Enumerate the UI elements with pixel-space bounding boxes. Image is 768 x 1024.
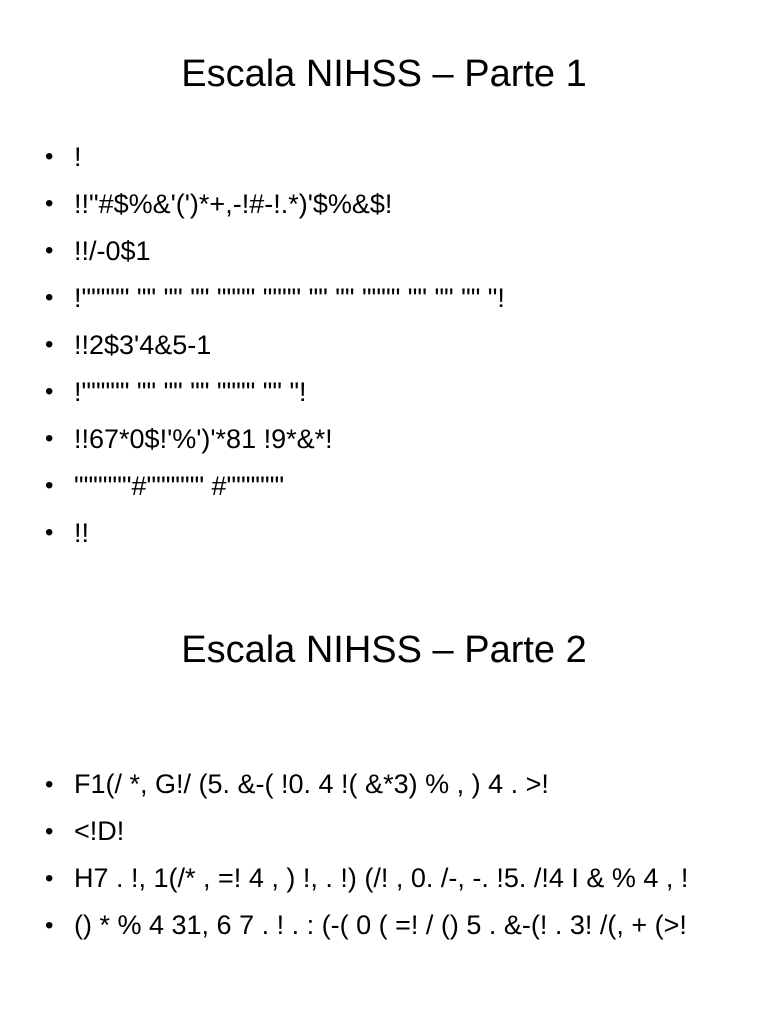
list-item xyxy=(0,467,768,505)
bullet-marker: • xyxy=(45,378,54,405)
slide-2 xyxy=(0,590,768,1024)
bullet-marker: • xyxy=(45,425,54,452)
slide-title: Escala NIHSS – Parte 2 xyxy=(181,629,587,671)
bullet-marker: • xyxy=(45,472,54,499)
list-item xyxy=(0,138,768,176)
bullet-list xyxy=(0,138,768,561)
bullet-marker: • xyxy=(45,237,54,264)
list-item-text: !!2$3'4&5-1 xyxy=(74,330,212,360)
list-item xyxy=(0,279,768,317)
list-item xyxy=(0,907,768,944)
list-item-text: !!67*0$!'%')'*81 !9*&*! xyxy=(74,424,333,454)
list-item-text: ! xyxy=(74,142,82,172)
bullet-marker: • xyxy=(45,818,54,845)
list-item-text: () * % 4 31, 6 7 . ! . : (-( 0 ( =! / () 5 . &-(! . 3! /(, + (>! xyxy=(74,910,687,940)
bullet-marker: • xyxy=(45,331,54,358)
bullet-marker: • xyxy=(45,190,54,217)
list-item-text: <!D! xyxy=(74,816,125,846)
list-item-text: !!/-0$1 xyxy=(74,236,151,266)
list-item-text: !!"#$%&'(')*+,-!#-!.*)'$%&$! xyxy=(74,189,393,219)
list-item xyxy=(0,326,768,364)
bullet-marker: • xyxy=(45,771,54,798)
list-item xyxy=(0,514,768,552)
list-item xyxy=(0,232,768,270)
list-item xyxy=(0,420,768,458)
list-item xyxy=(0,860,768,897)
list-item xyxy=(0,813,768,850)
list-item-text: """"""#"""""" #"""""" xyxy=(74,471,285,501)
list-item-text: !! xyxy=(74,518,90,548)
list-item-text: F1(/ *, G!/ (5. &-( !0. 4 !( &*3) % , ) 4 . >! xyxy=(74,769,549,799)
list-item xyxy=(0,766,768,803)
list-item-text: !""""" "" "" "" """" "" "! xyxy=(74,377,307,407)
bullet-marker: • xyxy=(45,519,54,546)
slide-title: Escala NIHSS – Parte 1 xyxy=(181,53,587,95)
list-item-text: !""""" "" "" "" """" """" "" "" """" "" "" "" "! xyxy=(74,283,505,313)
bullet-marker: • xyxy=(45,284,54,311)
list-item-text: H7 . !, 1(/* , =! 4 , ) !, . !) (/! , 0. /-, -. !5. /!4 I & % 4 , ! xyxy=(74,863,689,893)
bullet-marker: • xyxy=(45,865,54,892)
bullet-list xyxy=(0,766,768,954)
list-item xyxy=(0,185,768,223)
bullet-marker: • xyxy=(45,912,54,939)
list-item xyxy=(0,373,768,411)
bullet-marker: • xyxy=(45,143,54,170)
